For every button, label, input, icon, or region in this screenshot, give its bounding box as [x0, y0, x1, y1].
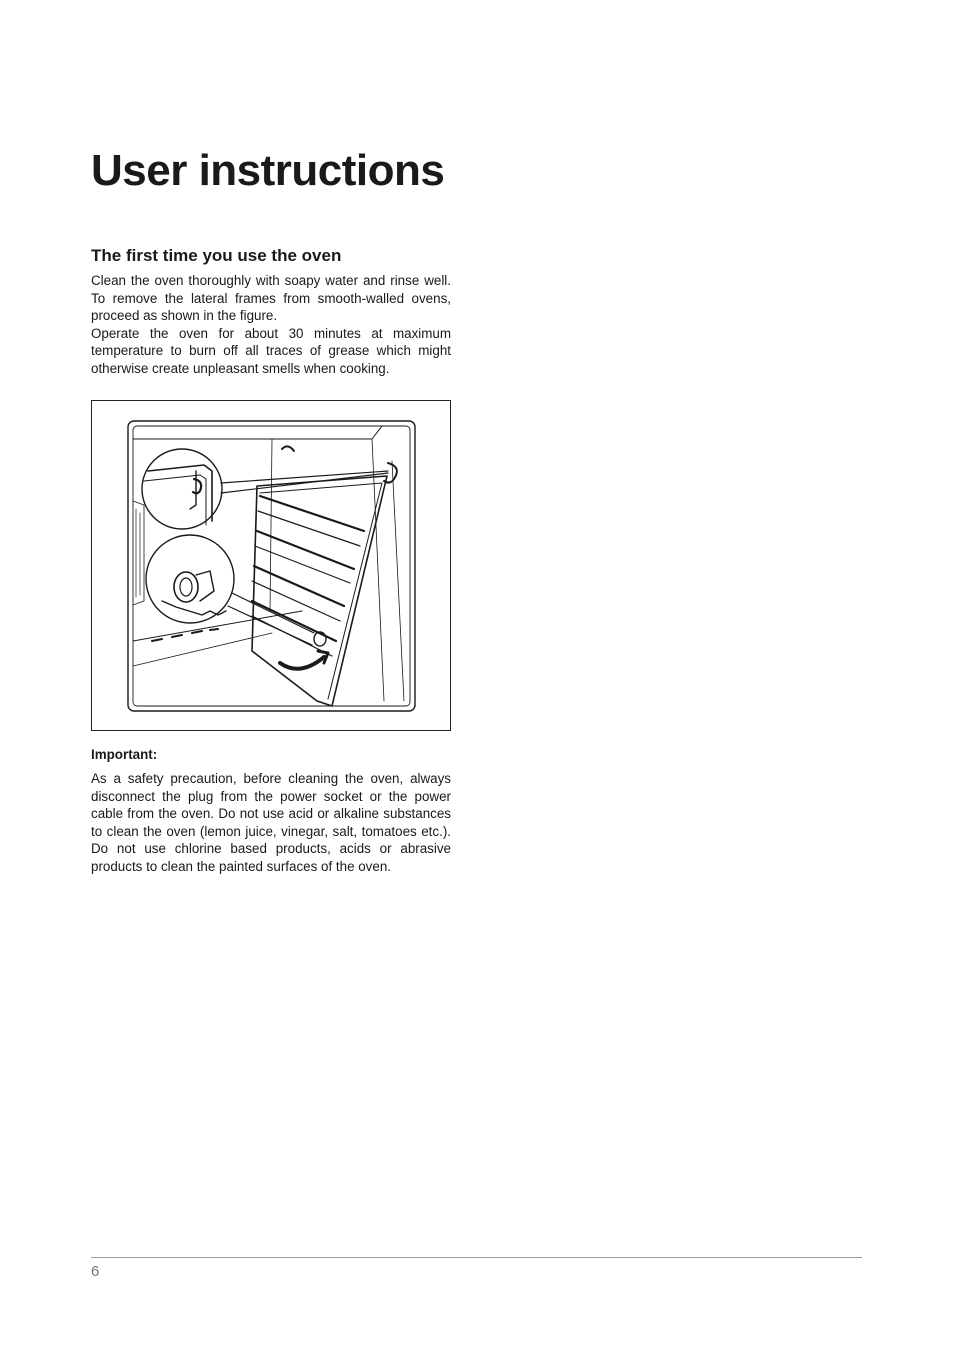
intro-paragraph-1: Clean the oven thoroughly with soapy water and rinse well. To remove the lateral frames from smooth-walled ovens, proceed as shown in the figure. [91, 273, 451, 324]
oven-back-wall-edge [270, 439, 272, 611]
rack-rail-3b [252, 581, 340, 621]
oven-left-wall-panel [133, 501, 144, 605]
zoom-leader-top [221, 471, 388, 483]
section-heading: The first time you use the oven [91, 246, 342, 265]
rotation-arrow [280, 657, 324, 669]
oven-back-wall-top [133, 426, 382, 439]
important-text-block [91, 770, 451, 876]
oven-illustration [92, 401, 450, 730]
zoom-leader-top-2 [221, 473, 388, 493]
oven-floor-line [133, 633, 272, 666]
oven-left-wall-ribs [136, 509, 140, 597]
important-label: Important: [91, 747, 158, 762]
oven-floor-vents [152, 629, 218, 641]
oven-right-wall-line [392, 461, 404, 701]
rack-rail-2 [257, 531, 354, 569]
page-number: 6 [91, 1263, 100, 1280]
rack-rail-2b [255, 546, 350, 583]
oven-right-wall-edge [372, 439, 384, 701]
important-paragraph: As a safety precaution, before cleaning the oven, always disconnect the plug from the power socket or the power cable from the oven. Do not use acid or alkaline substances to clean the oven (lemon juice, vinegar, salt, tomatoes etc.). Do not use chlorine based products, acids or abrasive products to clean the painted surfaces of the oven. [91, 771, 451, 874]
zoom-circle-top [142, 449, 222, 529]
page-title: User instructions [91, 146, 445, 195]
zoom-circle-bottom [146, 535, 234, 623]
intro-text [91, 272, 451, 378]
footer-divider [91, 1257, 862, 1258]
oven-frame-removal-figure [91, 400, 451, 731]
rear-hook-detail [282, 446, 294, 451]
rack-rail-1 [260, 496, 364, 531]
rack-rail-3 [254, 566, 344, 606]
lateral-frame-outline [252, 476, 387, 706]
intro-paragraph-2: Operate the oven for about 30 minutes at maximum temperature to burn off all traces of grease which might otherwise create unpleasant smells when cooking. [91, 325, 451, 376]
rack-rail-1b [258, 511, 360, 546]
